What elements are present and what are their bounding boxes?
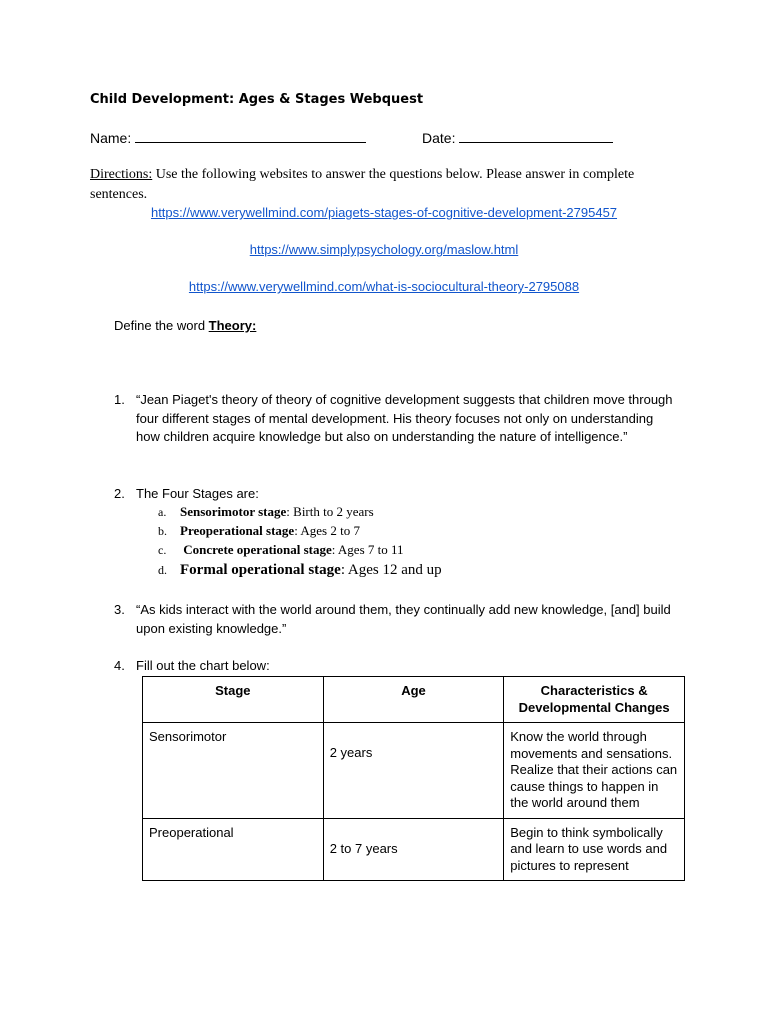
stages-chart	[142, 676, 685, 881]
column-header-characteristics: Characteristics & Developmental Changes	[504, 677, 685, 723]
date-blank[interactable]	[459, 129, 613, 143]
question-number: 1.	[114, 392, 125, 407]
name-field[interactable]	[90, 129, 366, 146]
stage-letter: c.	[158, 543, 167, 557]
define-prefix: Define the word	[114, 318, 209, 333]
cell-stage[interactable]: Sensorimotor	[143, 723, 324, 819]
question-number: 3.	[114, 602, 125, 617]
table-row	[143, 723, 685, 819]
stage-name: Sensorimotor stage	[180, 504, 287, 519]
stage-item	[158, 504, 374, 520]
cell-age-text: 2 years	[329, 745, 373, 760]
link-maslow[interactable]: https://www.simplypsychology.org/maslow.html	[249, 242, 519, 257]
name-label: Name:	[90, 130, 132, 146]
stage-name: Preoperational stage	[180, 523, 295, 538]
cell-stage[interactable]: Preoperational	[143, 818, 324, 881]
question-text: The Four Stages are:	[136, 486, 259, 501]
stage-name: Concrete operational stage	[180, 542, 332, 557]
stage-item	[158, 562, 442, 579]
stage-item	[158, 542, 404, 558]
directions	[90, 165, 650, 205]
stage-name: Formal operational stage	[180, 562, 341, 578]
define-prompt	[114, 318, 256, 333]
stage-age: : Ages 7 to 11	[331, 542, 404, 557]
table-row	[143, 818, 685, 881]
link-piaget[interactable]: https://www.verywellmind.com/piagets-stages-of-cognitive-development-2795457	[150, 205, 618, 220]
cell-age[interactable]	[323, 818, 504, 881]
cell-age-text: 2 to 7 years	[329, 840, 398, 856]
stage-age: : Ages 2 to 7	[294, 523, 360, 538]
cell-age[interactable]	[323, 723, 504, 819]
question-number: 2.	[114, 486, 125, 501]
stage-age: : Ages 12 and up	[340, 562, 442, 578]
question-text: Fill out the chart below:	[136, 658, 270, 673]
define-term: Theory:	[208, 318, 257, 333]
cell-characteristics[interactable]: Know the world through movements and sensations. Realize that their actions can cause things to happen in the world around them	[504, 723, 685, 819]
stage-letter: a.	[158, 505, 167, 519]
stage-letter: b.	[158, 524, 167, 538]
stage-age: : Birth to 2 years	[286, 504, 374, 519]
date-field[interactable]	[422, 129, 613, 146]
cell-characteristics[interactable]: Begin to think symbolically and learn to use words and pictures to represent	[504, 818, 685, 881]
stage-item	[158, 523, 360, 539]
name-blank[interactable]	[135, 129, 366, 143]
link-sociocultural[interactable]: https://www.verywellmind.com/what-is-sociocultural-theory-2795088	[188, 279, 580, 294]
stage-letter: d.	[158, 563, 167, 577]
question-number: 4.	[114, 658, 125, 673]
question-text: “As kids interact with the world around them, they continually add new knowledge, [and] build upon existing knowledge.”	[136, 602, 671, 636]
directions-text: Use the following websites to answer the questions below. Please answer in complete sentences.	[90, 167, 635, 202]
page-title: Child Development: Ages & Stages Webquest	[90, 92, 424, 107]
question-text: “Jean Piaget's theory of theory of cognitive development suggests that children move through four different stages of mental development. His theory focuses not only on understanding how children acquire knowledge but also on understanding the nature of intelligence.”	[136, 392, 673, 444]
column-header-stage: Stage	[143, 677, 324, 723]
column-header-age: Age	[323, 677, 504, 723]
date-label: Date:	[422, 130, 456, 146]
directions-label: Directions:	[90, 167, 153, 182]
chart-header-row	[143, 677, 685, 723]
